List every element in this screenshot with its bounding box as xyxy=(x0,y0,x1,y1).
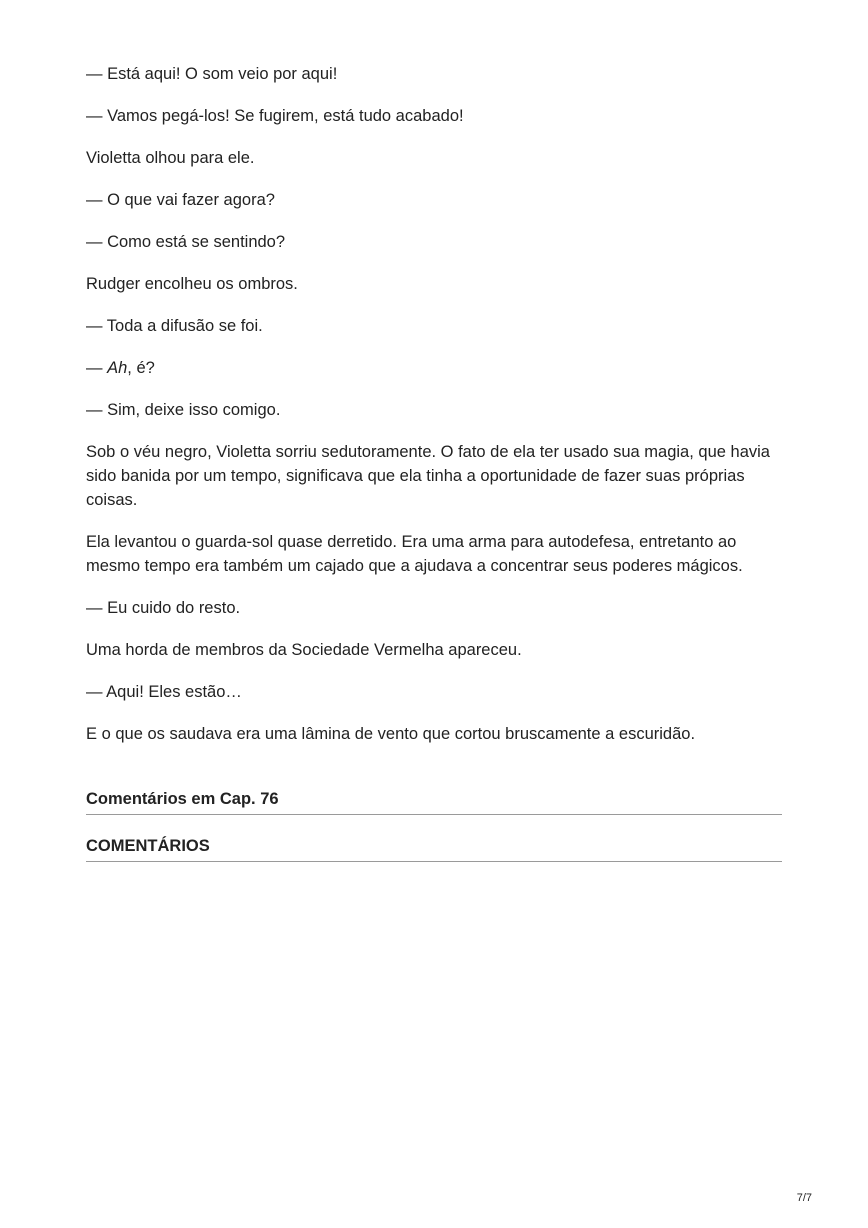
paragraph: — Aqui! Eles estão… xyxy=(86,683,242,701)
paragraph: E o que os saudava era uma lâmina de vento que cortou bruscamente a escuridão. xyxy=(86,725,696,743)
paragraph: Sob o véu negro, Violetta sorriu sedutoramente. O fato de ela ter usado sua magia, que havia sido banida por um tempo, significava que ela tinha a oportunidade de fazer suas próprias coisas. xyxy=(86,443,770,509)
paragraph: Ela levantou o guarda-sol quase derretido. Era uma arma para autodefesa, entretanto ao mesmo tempo era também um cajado que a ajudava a concentrar seus poderes mágicos. xyxy=(86,533,743,575)
paragraph: Violetta olhou para ele. xyxy=(86,149,255,167)
paragraph: — O que vai fazer agora? xyxy=(86,191,275,209)
comments-heading: COMENTÁRIOS xyxy=(86,835,782,862)
paragraph: — Toda a difusão se foi. xyxy=(86,317,263,335)
section-spacer xyxy=(86,764,782,788)
paragraph xyxy=(86,356,782,380)
paragraph: — Está aqui! O som veio por aqui! xyxy=(86,65,338,83)
chapter-content xyxy=(86,62,782,862)
paragraph: Rudger encolheu os ombros. xyxy=(86,275,298,293)
paragraph: — Vamos pegá-los! Se fugirem, está tudo acabado! xyxy=(86,107,464,125)
page-number: 7/7 xyxy=(796,1192,812,1204)
dialogue-rest: , é? xyxy=(127,359,155,377)
paragraph: Uma horda de membros da Sociedade Vermelha apareceu. xyxy=(86,641,522,659)
paragraph: — Sim, deixe isso comigo. xyxy=(86,401,281,419)
paragraph: — Eu cuido do resto. xyxy=(86,599,241,617)
comments-title: Comentários em Cap. 76 xyxy=(86,788,782,815)
paragraph: — Como está se sentindo? xyxy=(86,233,286,251)
italic-interjection: Ah xyxy=(107,359,128,377)
dialogue-dash: — xyxy=(86,359,108,377)
